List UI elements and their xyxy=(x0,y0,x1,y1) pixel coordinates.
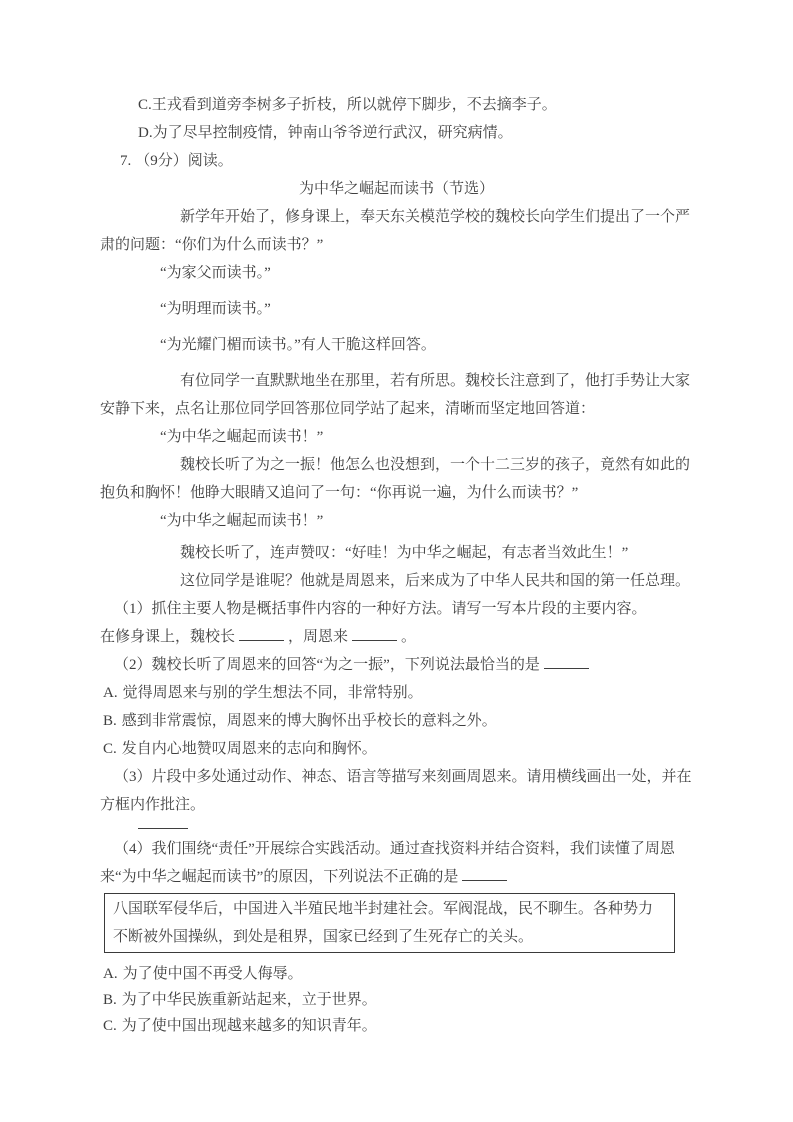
option-text: 为了使中国不再受人侮辱。 xyxy=(122,966,303,982)
question-7-header xyxy=(100,147,693,175)
q4-option-a xyxy=(100,961,693,987)
question-number: 7. xyxy=(120,153,132,169)
option-label: B. xyxy=(103,713,117,729)
question-instruction: 阅读。 xyxy=(187,153,233,169)
option-label: A. xyxy=(103,685,118,701)
q4-option-c xyxy=(100,1013,693,1039)
option-text: 发自内心地赞叹周恩来的志向和胸怀。 xyxy=(121,741,377,757)
option-label: C. xyxy=(103,741,117,757)
fill-text-post: 。 xyxy=(401,629,417,645)
option-text: 觉得周恩来与别的学生想法不同，非常特别。 xyxy=(122,685,423,701)
sub-question-4-prompt xyxy=(100,835,693,891)
passage-paragraph: 这位同学是谁呢？他就是周恩来，后来成为了中华人民共和国的第一任总理。 xyxy=(180,573,691,589)
option-label: A. xyxy=(103,966,118,982)
passage-paragraph: 魏校长听了为之一振！他怎么也没想到，一个十二三岁的孩子，竟然有如此的抱负和胸怀！他睁大眼睛又追问了一句：“你再说一遍，为什么而读书？” xyxy=(100,457,691,501)
fill-text-mid: ，周恩来 xyxy=(288,629,349,645)
answer-blank-q2[interactable] xyxy=(544,654,589,669)
passage-paragraph: “为中华之崛起而读书！” xyxy=(160,429,324,445)
option-label: D. xyxy=(138,125,153,141)
prompt-text: （2）魏校长听了周恩来的回答“为之一振”，下列说法最恰当的是 xyxy=(114,657,540,673)
context-box-text: 八国联军侵华后，中国进入半殖民地半封建社会。军阀混战，民不聊生。各种势力不断被外国操纵，到处是租界，国家已经到了生死存亡的关头。 xyxy=(113,901,654,945)
passage-paragraph: 魏校长听了，连声赞叹：“好哇！为中华之崛起，有志者当效此生！” xyxy=(180,545,629,561)
sub-question-1-prompt: （1）抓住主要人物是概括事件内容的一种好方法。请写一写本片段的主要内容。 xyxy=(114,601,647,617)
prompt-text: （4）我们围绕“责任”开展综合实践活动。通过查找资料并结合资料，我们读懂了周恩来“为中华之崛起而读书”的原因，下列说法不正确的是 xyxy=(100,841,675,885)
answer-line-q3[interactable] xyxy=(138,821,188,829)
sub-question-3-prompt: （3）片段中多处通过动作、神态、语言等描写来刻画周恩来。请用横线画出一处，并在方框内作批注。 xyxy=(100,769,692,813)
option-text: 王戎看到道旁李树多子折枝，所以就停下脚步，不去摘李子。 xyxy=(151,97,557,113)
passage-paragraph: “为明理而读书。” xyxy=(160,301,271,317)
option-label: C. xyxy=(138,97,152,113)
sub-question-1-answer-line xyxy=(100,623,693,651)
passage-paragraph: “为中华之崛起而读书！” xyxy=(160,513,324,529)
option-text: 为了中华民族重新站起来，立于世界。 xyxy=(121,992,377,1008)
sub-question-2-prompt xyxy=(100,651,693,679)
option-label: C. xyxy=(103,1018,117,1034)
option-label: B. xyxy=(103,992,117,1008)
q2-option-c xyxy=(100,735,693,763)
prev-option-c xyxy=(100,91,693,119)
q2-option-b xyxy=(100,707,693,735)
option-text: 感到非常震惊，周恩来的博大胸怀出乎校长的意料之外。 xyxy=(121,713,497,729)
prev-option-d xyxy=(100,119,693,147)
option-text: 为了尽早控制疫情，钟南山爷爷逆行武汉，研究病情。 xyxy=(152,125,513,141)
passage-paragraph: 新学年开始了，修身课上，奉天东关模范学校的魏校长向学生们提出了一个严肃的问题：“你们为什么而读书？” xyxy=(100,209,691,253)
question-points: （9分） xyxy=(135,153,188,169)
passage-paragraph: “为光耀门楣而读书。”有人干脆这样回答。 xyxy=(160,337,436,353)
passage-paragraph: 有位同学一直默默地坐在那里，若有所思。魏校长注意到了，他打手势让大家安静下来，点名让那位同学回答那位同学站了起来，清晰而坚定地回答道： xyxy=(100,373,691,417)
answer-blank-1[interactable] xyxy=(239,626,284,641)
answer-blank-q4[interactable] xyxy=(462,866,507,881)
option-text: 为了使中国出现越来越多的知识青年。 xyxy=(121,1018,377,1034)
fill-text-pre: 在修身课上，魏校长 xyxy=(100,629,236,645)
passage-title: 为中华之崛起而读书（节选） xyxy=(298,181,494,197)
passage-paragraph: “为家父而读书。” xyxy=(160,265,271,281)
context-box xyxy=(104,893,675,953)
answer-blank-2[interactable] xyxy=(352,626,397,641)
q2-option-a xyxy=(100,679,693,707)
q4-option-b xyxy=(100,987,693,1013)
